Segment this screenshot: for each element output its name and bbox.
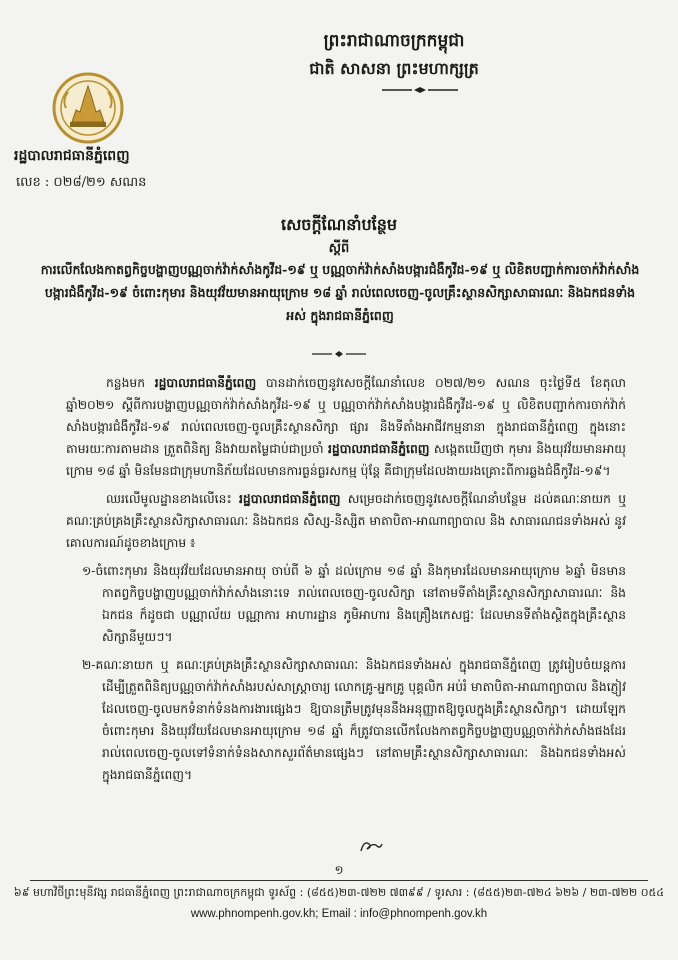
title-divider-icon: [310, 350, 368, 358]
reference-number: លេខ : ០២៨/២១ សណន: [16, 175, 147, 190]
phnom-penh-seal-icon: [52, 72, 124, 144]
paragraph-background: [66, 372, 626, 482]
issuer-highlight: រដ្ឋបាលរាជធានីភ្នំពេញ: [328, 441, 430, 456]
list-item: ២-គណៈនាយក ឬ គណៈគ្រប់គ្រងគ្រឹះស្ថានសិក្សាសាធារណៈ និងឯកជនទាំងអស់ ក្នុងរាជធានីភ្នំពេញ ត្រូវរៀបចំយន្តការ ដើម្បីត្រួតពិនិត្យបណ្ណចាក់វ៉ាក់សាំងរបស់សាស្ត្រាចារ្យ លោកគ្រូ-អ្នកគ្រូ បុគ្គលិក អប់រំ មាតាបិតា-អាណាព្យាបាល និងភ្ញៀវដែលចេញ-ចូលមកទំនាក់ទំនងការងារផ្សេងៗ ឱ្យបានត្រឹមត្រូវមុននឹងអនុញ្ញាតឱ្យចូលក្នុងគ្រឹះស្ថានសិក្សា។ ដោយឡែក ចំពោះកុមារ និងយុវវ័យដែលមានអាយុក្រោម ១៨ ឆ្នាំ ក៏ត្រូវបានលើកលែងកាតព្វកិច្ចបង្ហាញបណ្ណចាក់វ៉ាក់សាំងផងដែរ រាល់ពេលចេញ-ចូលទៅទំនាក់ទំនងសាកសួរព័ត៌មានផ្សេងៗ នៅតាមគ្រឹះស្ថានសិក្សាសាធារណៈ និងឯកជនទាំងអស់ ក្នុងរាជធានីភ្នំពេញ។: [82, 658, 626, 782]
paragraph-text: សម្រេចដាក់ចេញនូវសេចក្ដីណែនាំបន្ថែម ដល់គណៈនាយក ឬ គណៈគ្រប់គ្រងគ្រឹះស្ថានសិក្សាសាធារណៈ និងឯកជន សិស្ស-និស្សិត មាតាបិតា-អាណាព្យាបាល និង សាធារណជនទាំងអស់ នូវគោលការណ៍ដូចខាងក្រោម ៖: [66, 492, 627, 550]
header-ornament-icon: [380, 86, 460, 94]
paragraph-text: កន្លងមក: [106, 376, 155, 390]
paragraph-text: សង្កេតឃើញថា កុមារ និងយុវវ័យមានអាយុក្រោម ១៨ ឆ្នាំ មិនមែនជាក្រុមហានិភ័យដែលមានការធ្ងន់ធ្ងរសកម្ម ប៉ុន្តែ គឺជាក្រុមដែលងាយរងគ្រោះពីការឆ្លងជំងឺកូវីដ-១៩។: [66, 442, 626, 478]
document-body: [66, 372, 626, 792]
document-title: សេចក្ដីណែនាំបន្ថែម: [280, 215, 397, 234]
paragraph-text: បានដាក់ចេញនូវសេចក្ដីណែនាំលេខ ០២៧/២១ សណន ចុះថ្ងៃទី៥ ខែតុលា ឆ្នាំ២០២១ ស្ដីពីការបង្ហាញបណ្ណចាក់វ៉ាក់សាំងកូវីដ-១៩ ឬ បណ្ណចាក់វ៉ាក់សាំងបង្ការជំងឺកូវីដ-១៩ ឬ លិខិតបញ្ជាក់ការចាក់វ៉ាក់សាំងបង្ការជំងឺកូវីដ-១៩ រាល់ពេលចេញ-ចូលគ្រឹះស្ថានសិក្សា ផ្សារ និងទីតាំងអាជីវកម្មនានា ក្នុងរាជធានីភ្នំពេញ ក្នុងនោះ តាមរយៈការតាមដាន ត្រួតពិនិត្យ និងវាយតម្លៃជាប់ជាប្រចាំ: [66, 376, 626, 456]
document-about-label: ស្ដីពី: [328, 241, 350, 256]
paragraph-decision: [66, 488, 626, 554]
nation-religion-king-motto: ជាតិ សាសនា ព្រះមហាក្សត្រ: [309, 59, 479, 78]
list-item: ១-ចំពោះកុមារ និងយុវវ័យដែលមានអាយុ ចាប់ពី ៦ ឆ្នាំ ដល់ក្រោម ១៨ ឆ្នាំ និងកុមារដែលមានអាយុក្រោម ៦ឆ្នាំ មិនមានកាតព្វកិច្ចបង្ហាញបណ្ណចាក់វ៉ាក់សាំងនោះទេ រាល់ពេលចេញ-ចូលសិក្សា នៅតាមទីតាំងគ្រឹះស្ថានសិក្សាសាធារណៈ និងឯកជន ក៏ដូចជា បណ្ណាល័យ បណ្ណាការ អាហារដ្ឋាន ភូមិអាហារ និងគ្រឿងកេសជ្ជៈ ដែលមានទីតាំងស្ថិតក្នុងគ្រឹះស្ថានសិក្សានីមួយៗ។: [82, 564, 626, 644]
document-subject: ការលើកលែងកាតព្វកិច្ចបង្ហាញបណ្ណចាក់វ៉ាក់សាំងកូវីដ-១៩ ឬ បណ្ណចាក់វ៉ាក់សាំងបង្ការជំងឺកូវីដ-១៩ ឬ លិខិតបញ្ជាក់ការចាក់វ៉ាក់សាំងបង្ការជំងឺកូវីដ-១៩ ចំពោះកុមារ និងយុវវ័យមានអាយុក្រោម ១៨ ឆ្នាំ រាល់ពេលចេញ-ចូលគ្រឹះស្ថានសិក្សាសាធារណៈ និងឯកជនទាំងអស់ ក្នុងរាជធានីភ្នំពេញ: [40, 262, 640, 323]
kingdom-motto: ព្រះរាជាណាចក្រកម្ពុជា: [323, 31, 465, 51]
footer-address: ៦៩ មហាវិថីព្រះមុនីវង្ស រាជធានីភ្នំពេញ ព្រះរាជាណាចក្រកម្ពុជា ទូរស័ព្ទ : (៨៥៥)២៣-៧២២ ៧៣៩៩ / ទូរសារ : (៨៥៥)២៣-៧២៤ ៦២៦ / ២៣-៧២២ ០៥៤: [13, 886, 665, 899]
page-number: ១: [334, 863, 344, 877]
footer-divider: [30, 880, 648, 881]
paragraph-text: ឈរលើមូលដ្ឋានខាងលើនេះ: [106, 492, 240, 506]
issuer-highlight: រដ្ឋបាលរាជធានីភ្នំពេញ: [154, 375, 257, 390]
issuer-highlight: រដ្ឋបាលរាជធានីភ្នំពេញ: [239, 491, 341, 506]
footer-contact: www.phnompenh.gov.kh; Email : info@phnompenh.gov.kh: [190, 908, 488, 920]
initials-signature-icon: [358, 838, 384, 854]
issuer-name: រដ្ឋបាលរាជធានីភ្នំពេញ: [14, 148, 130, 164]
